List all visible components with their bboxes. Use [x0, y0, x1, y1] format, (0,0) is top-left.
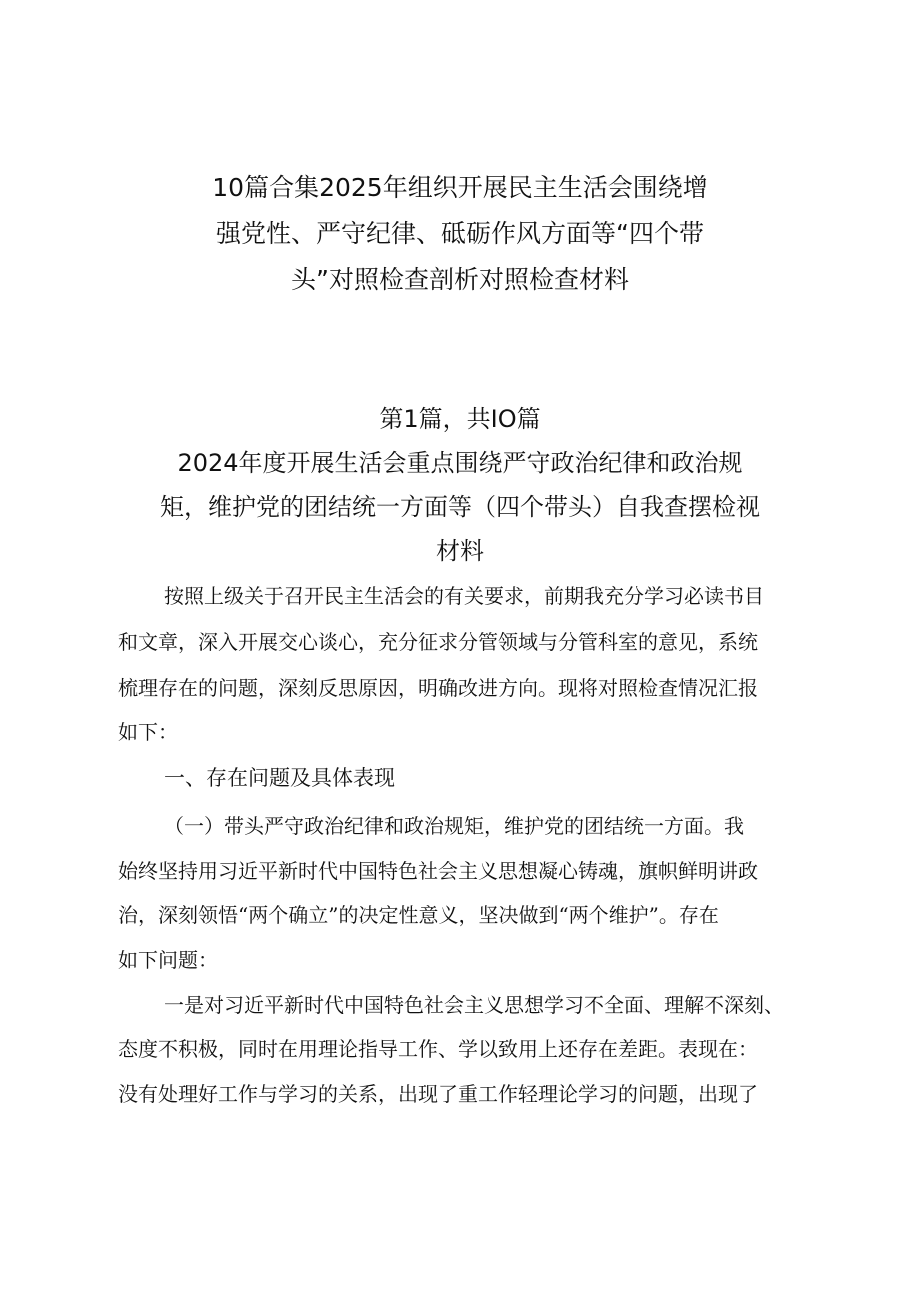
subsection-1-line-2: 始终坚持用习近平新时代中国特色社会主义思想凝心铸魂，旗帜鲜明讲政	[118, 859, 758, 883]
document-title-line-2: 强党性、严守纪律、砥砺作风方面等“四个带	[216, 219, 704, 248]
intro-line-3: 梳理存在的问题，深刻反思原因，明确改进方向。现将对照检查情况汇报	[118, 676, 758, 700]
subtitle-line-2: 矩，维护党的团结统一方面等（四个带头）自我查摆检视	[160, 493, 760, 521]
intro-line-1: 按照上级关于召开民主生活会的有关要求，前期我充分学习必读书目	[164, 584, 764, 608]
document-title-line-3: 头”对照检查剖析对照检查材料	[291, 265, 629, 294]
subtitle-line-1: 2024年度开展生活会重点围绕严守政治纪律和政治规	[177, 449, 743, 477]
section-heading-1: 一、存在问题及具体表现	[164, 766, 395, 790]
subsection-1-line-4: 如下问题：	[118, 948, 218, 972]
intro-line-4: 如下：	[118, 720, 178, 744]
subsection-1-line-3: 治，深刻领悟“两个确立”的决定性意义，坚决做到“两个维护”。存在	[118, 903, 719, 927]
point-1-line-3: 没有处理好工作与学习的关系，出现了重工作轻理论学习的问题，出现了	[118, 1082, 758, 1106]
point-1-line-2: 态度不积极，同时在用理论指导工作、学以致用上还存在差距。表现在：	[118, 1037, 758, 1061]
point-1-line-1: 一是对习近平新时代中国特色社会主义思想学习不全面、理解不深刻、	[164, 993, 784, 1017]
part-label: 第1篇，共IO篇	[379, 405, 541, 433]
document-title-line-1: 10篇合集2025年组织开展民主生活会围绕增	[212, 173, 708, 202]
subtitle-line-3: 材料	[436, 537, 484, 565]
intro-line-2: 和文章，深入开展交心谈心，充分征求分管领域与分管科室的意见，系统	[118, 630, 758, 654]
subsection-1-line-1: （一）带头严守政治纪律和政治规矩，维护党的团结统一方面。我	[164, 814, 744, 838]
